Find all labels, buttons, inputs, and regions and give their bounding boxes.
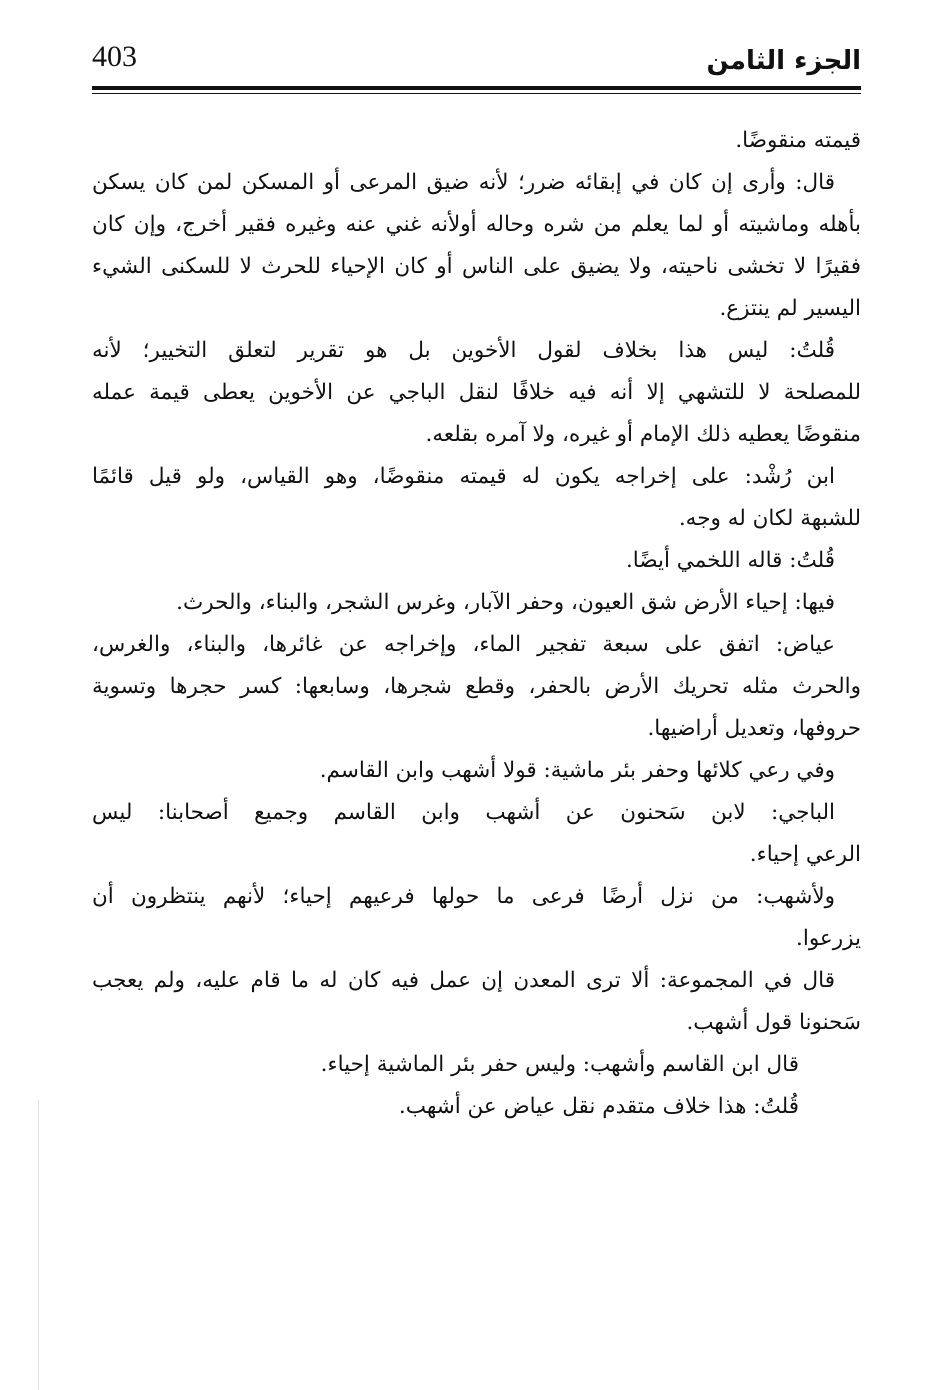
text-line: الرعي إحياء. [749, 842, 861, 867]
text-line: ولأشهب: من نزل أرضًا فرعى ما حولها فرعيهم إحياء؛ لأنهم ينتظرون أن [92, 884, 835, 909]
header-rule-thin [92, 93, 861, 94]
running-title: الجزء الثامن [706, 46, 861, 76]
text-line: والحرث مثله تحريك الأرض بالحفر، وقطع شجرها، وسابعها: كسر حجرها وتسوية [92, 674, 861, 699]
text-line: للشبهة لكان له وجه. [678, 506, 861, 531]
text-line: للمصلحة لا للتشهي إلا أنه فيه خلافًا لنقل الباجي عن الأخوين يعطى قيمة عمله [92, 380, 861, 405]
text-line: قال ابن القاسم وأشهب: وليس حفر بئر الماشية إحياء. [320, 1052, 799, 1077]
text-line: حروفها، وتعديل أراضيها. [647, 716, 861, 741]
text-line: يزرعوا. [796, 926, 861, 951]
page-number: 403 [92, 40, 137, 73]
text-line: منقوضًا يعطيه ذلك الإمام أو غيره، ولا آمره بقلعه. [425, 422, 861, 447]
text-line: قال: وأرى إن كان في إبقائه ضرر؛ لأنه ضيق المرعى أو المسكن لمن كان يسكن [92, 170, 835, 195]
text-line: قُلتُ: قاله اللخمي أيضًا. [625, 548, 835, 573]
text-line: قال في المجموعة: ألا ترى المعدن إن عمل فيه كان له ما قام عليه، ولم يعجب [92, 968, 835, 993]
text-line: فقيرًا لا تخشى ناحيته، ولا يضيق على الناس أو كان الإحياء للحرث لا للسكنى الشيء [92, 254, 861, 279]
text-line: فيها: إحياء الأرض شق العيون، وحفر الآبار، وغرس الشجر، والبناء، والحرث. [176, 590, 835, 615]
text-line: قُلتُ: ليس هذا بخلاف لقول الأخوين بل هو تقرير لتعلق التخيير؛ لأنه [92, 338, 835, 363]
page-header [92, 34, 861, 86]
text-line: الباجي: لابن سَحنون عن أشهب وابن القاسم وجميع أصحابنا: ليس [92, 800, 835, 825]
text-line: اليسير لم ينتزع. [719, 296, 861, 321]
text-line: قُلتُ: هذا خلاف متقدم نقل عياض عن أشهب. [398, 1094, 799, 1119]
header-rule-thick [92, 86, 861, 90]
text-line: قيمته منقوضًا. [735, 128, 861, 153]
text-line: بأهله وماشيته أو لما يعلم من شره وحاله أولأنه غني عنه وغيره فقير أخرج، وإن كان [92, 212, 861, 237]
text-line: ابن رُشْد: على إخراجه يكون له قيمته منقوضًا، وهو القياس، ولو قيل قائمًا [92, 464, 835, 489]
text-line: سَحنونا قول أشهب. [686, 1010, 861, 1035]
text-line: عياض: اتفق على سبعة تفجير الماء، وإخراجه عن غائرها، والبناء، والغرس، [92, 632, 835, 657]
page-fold-shadow [38, 1100, 39, 1390]
text-line: وفي رعي كلائها وحفر بئر ماشية: قولا أشهب وابن القاسم. [319, 758, 835, 783]
body-text [92, 120, 861, 1128]
